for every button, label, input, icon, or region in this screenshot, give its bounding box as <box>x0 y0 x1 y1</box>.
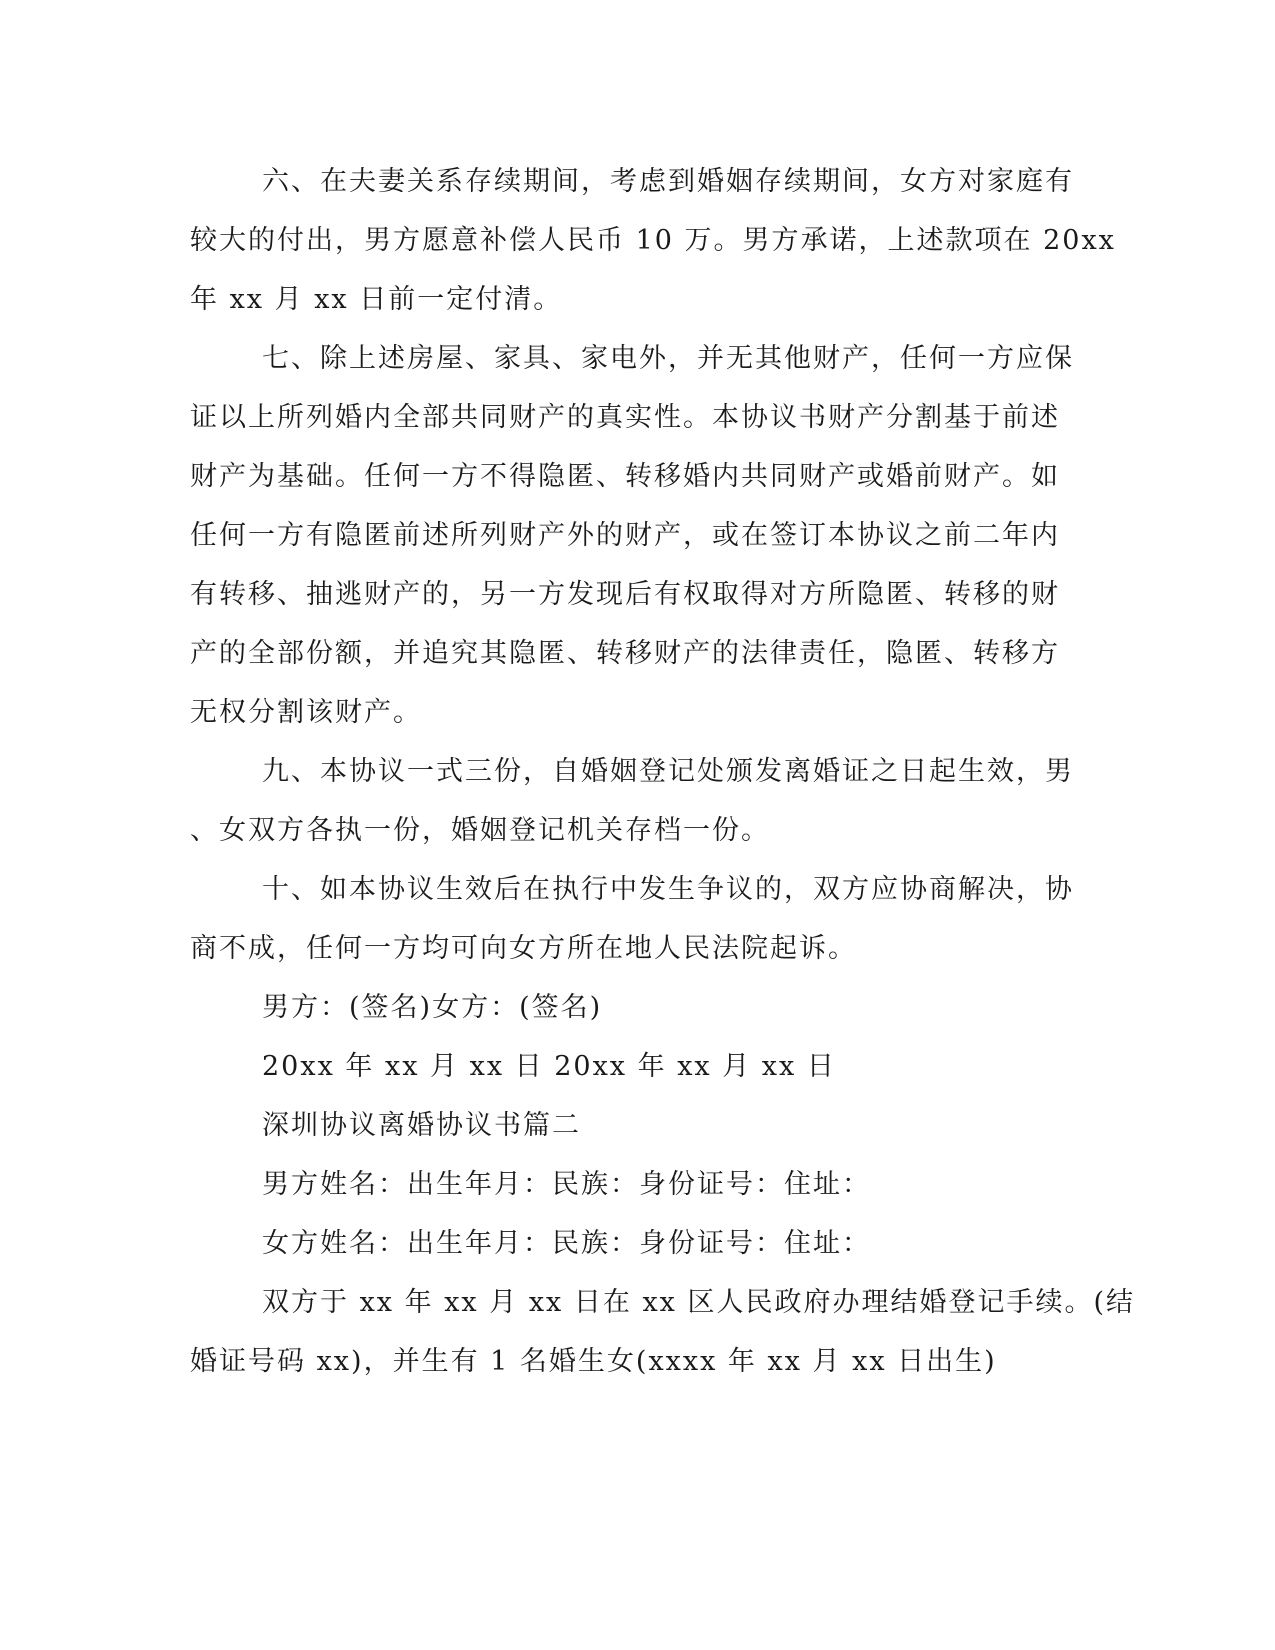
male-info-line: 男方姓名：出生年月：民族：身份证号：住址： <box>262 1169 871 1200</box>
paragraph-7-line-3: 财产为基础。任何一方不得隐匿、转移婚内共同财产或婚前财产。如 <box>190 461 1060 492</box>
marriage-paragraph-line-2: 婚证号码 xx)，并生有 1 名婚生女(xxxx 年 xx 月 xx 日出生) <box>190 1346 997 1377</box>
paragraph-7-line-2: 证以上所列婚内全部共同财产的真实性。本协议书财产分割基于前述 <box>190 402 1060 433</box>
marriage-paragraph-line-1: 双方于 xx 年 xx 月 xx 日在 xx 区人民政府办理结婚登记手续。(结 <box>262 1287 1136 1318</box>
paragraph-9-line-1: 九、本协议一式三份，自婚姻登记处颁发离婚证之日起生效，男 <box>262 756 1074 787</box>
female-info-line: 女方姓名：出生年月：民族：身份证号：住址： <box>262 1228 871 1259</box>
paragraph-7-line-1: 七、除上述房屋、家具、家电外，并无其他财产，任何一方应保 <box>262 343 1074 374</box>
paragraph-6-line-1: 六、在夫妻关系存续期间，考虑到婚姻存续期间，女方对家庭有 <box>262 166 1074 197</box>
paragraph-7-line-5: 有转移、抽逃财产的，另一方发现后有权取得对方所隐匿、转移的财 <box>190 579 1060 610</box>
paragraph-9-line-2: 、女双方各执一份，婚姻登记机关存档一份。 <box>190 815 770 846</box>
paragraph-7-line-7: 无权分割该财产。 <box>190 697 422 728</box>
paragraph-6-line-3: 年 xx 月 xx 日前一定付清。 <box>190 284 563 315</box>
paragraph-6-line-2: 较大的付出，男方愿意补偿人民币 10 万。男方承诺，上述款项在 20xx <box>190 225 1116 256</box>
paragraph-7-line-4: 任何一方有隐匿前述所列财产外的财产，或在签订本协议之前二年内 <box>190 520 1060 551</box>
paragraph-7-line-6: 产的全部份额，并追究其隐匿、转移财产的法律责任，隐匿、转移方 <box>190 638 1060 669</box>
paragraph-10-line-2: 商不成，任何一方均可向女方所在地人民法院起诉。 <box>190 933 857 964</box>
section-title: 深圳协议离婚协议书篇二 <box>262 1110 581 1141</box>
signature-line: 男方：(签名)女方：(签名) <box>262 992 603 1023</box>
date-line: 20xx 年 xx 月 xx 日 20xx 年 xx 月 xx 日 <box>262 1051 836 1082</box>
paragraph-10-line-1: 十、如本协议生效后在执行中发生争议的，双方应协商解决，协 <box>262 874 1074 905</box>
